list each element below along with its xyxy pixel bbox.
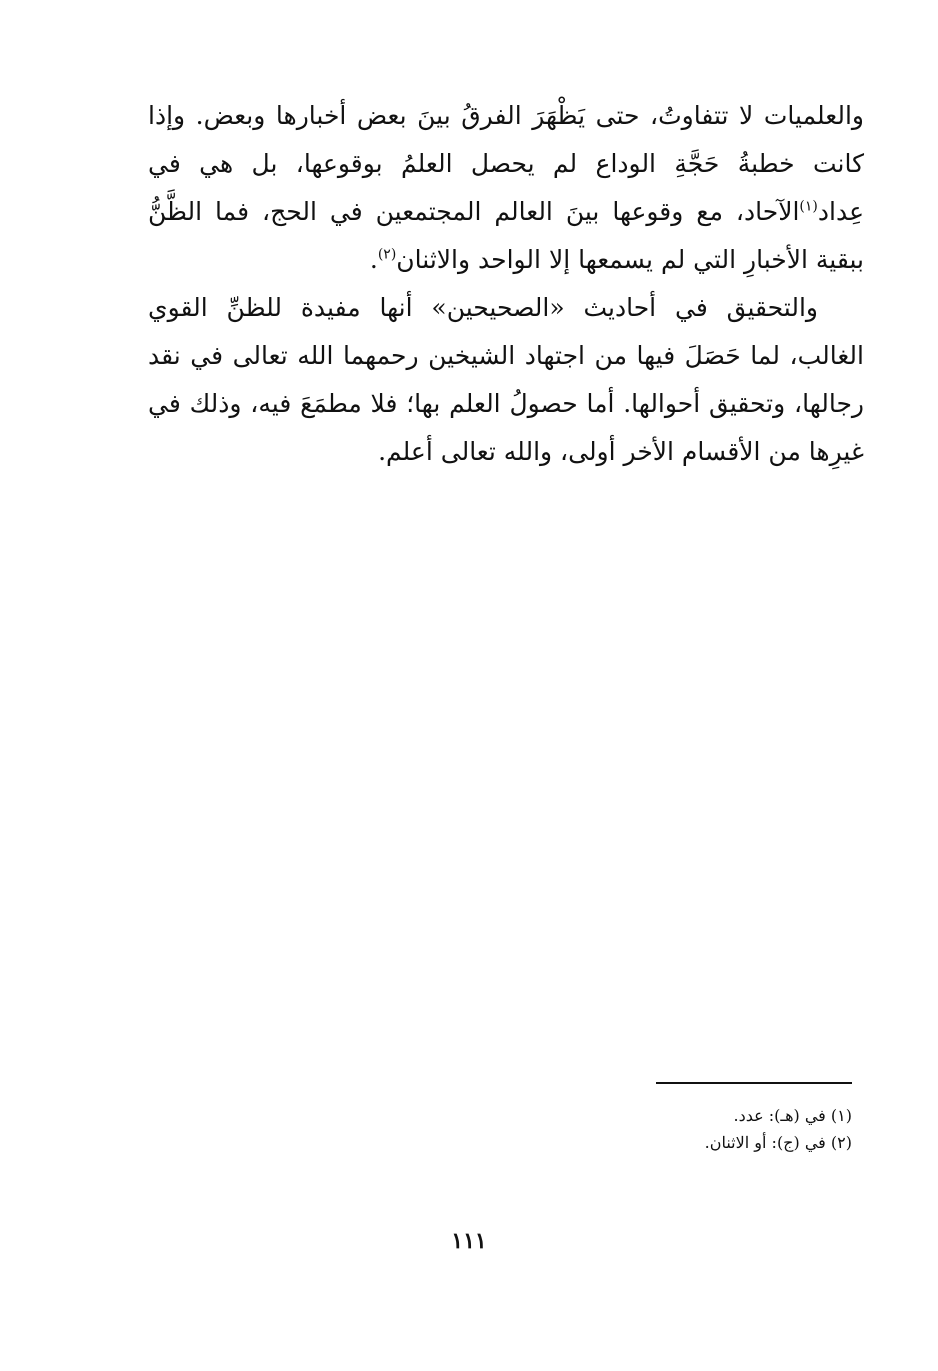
- footnote-1: (١) في (هـ): عدد.: [733, 1106, 852, 1125]
- footnote-ref-1: (١): [799, 198, 818, 215]
- footnotes: [480, 1102, 852, 1156]
- footnote-separator: [656, 1082, 852, 1084]
- footnote-2: (٢) في (ج): أو الاثنان.: [704, 1133, 852, 1152]
- main-text: [148, 92, 864, 476]
- paragraph-1: [148, 92, 864, 284]
- paragraph-1-text-b: الآحاد، مع وقوعها بينَ العالم المجتمعين في الحج، فما الظَّنُّ ببقية الأخبارِ التي لم يسمعها إلا الواحد والاثنان: [148, 197, 864, 274]
- paragraph-2: والتحقيق في أحاديث «الصحيحين» أنها مفيدة للظنِّ القوي الغالب، لما حَصَلَ فيها من اجتهاد الشيخين رحمهما الله تعالى في نقد رجالها، وتحقيق أحوالها. أما حصولُ العلم بها؛ فلا مطمَعَ فيه، وذلك في غيرِها من الأقسام الأخر أولى، والله تعالى أعلم.: [148, 293, 864, 466]
- paragraph-1-text-a: والعلميات لا تتفاوتُ، حتى يَظْهَرَ الفرقُ بينَ بعض أخبارها وبعض. وإذا كانت خطبةُ حَجَّةِ الوداع لم يحصل العلمُ بوقوعها، بل هي في عِداد: [148, 101, 864, 226]
- footnote-ref-2: (٢): [377, 246, 397, 263]
- paragraph-1-end: .: [369, 245, 378, 274]
- page-number: ١١١: [451, 1228, 487, 1254]
